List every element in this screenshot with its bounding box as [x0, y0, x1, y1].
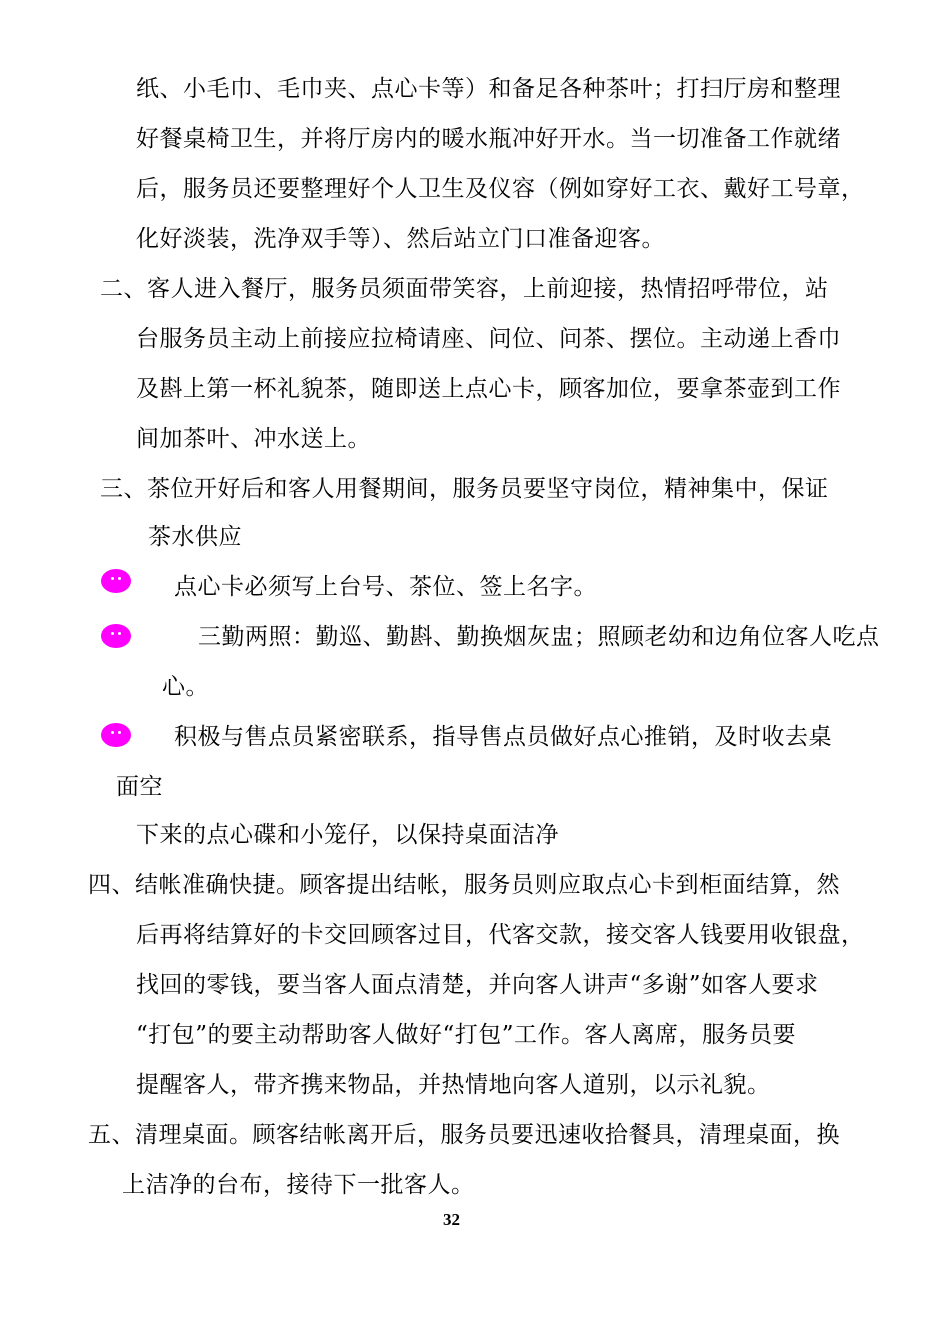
bullet-text: 点心卡必须写上台号、茶位、签上名字。: [174, 574, 597, 600]
text-line: 提醒客人，带齐携来物品，并热情地向客人道别，以示礼貌。: [136, 1072, 771, 1098]
text-line: 找回的零钱，要当客人面点清楚，并向客人讲声“多谢”如客人要求: [136, 972, 819, 998]
text-line: 下来的点心碟和小笼仔，以保持桌面洁净: [136, 822, 559, 848]
page-number: 32: [443, 1210, 460, 1229]
section-5-line: 五、清理桌面。顾客结帐离开后，服务员要迅速收拾餐具，清理桌面，换: [88, 1122, 840, 1148]
text-line: 好餐桌椅卫生，并将厅房内的暖水瓶冲好开水。当一切准备工作就绪: [136, 126, 841, 152]
text-line: 间加茶叶、冲水送上。: [136, 426, 371, 452]
smiley-face-icon: [101, 723, 131, 747]
section-2-line: 二、客人进入餐厅，服务员须面带笑容，上前迎接，热情招呼带位，站: [100, 276, 829, 302]
section-3-line: 三、茶位开好后和客人用餐期间，服务员要坚守岗位，精神集中，保证: [100, 476, 829, 502]
bullet-text: 积极与售点员紧密联系，指导售点员做好点心推销，及时收去桌: [174, 724, 832, 750]
text-line: 上洁净的台布，接待下一批客人。: [122, 1172, 475, 1198]
text-line: 茶水供应: [148, 524, 242, 550]
text-line: 纸、小毛巾、毛巾夹、点心卡等）和备足各种茶叶；打扫厅房和整理: [136, 76, 841, 102]
text-line: 后，服务员还要整理好个人卫生及仪容（例如穿好工衣、戴好工号章，: [136, 176, 865, 202]
smiley-face-icon: [101, 569, 131, 593]
text-line: 台服务员主动上前接应拉椅请座、问位、问茶、摆位。主动递上香巾: [136, 326, 841, 352]
section-4-line: 四、结帐准确快捷。顾客提出结帐，服务员则应取点心卡到柜面结算，然: [88, 872, 840, 898]
text-line: 化好淡装，洗净双手等）、然后站立门口准备迎客。: [136, 226, 665, 252]
text-line: 心。: [162, 674, 209, 700]
bullet-text: 三勤两照：勤巡、勤斟、勤换烟灰盅；照顾老幼和边角位客人吃点: [198, 624, 880, 650]
text-line: “打包”的要主动帮助客人做好“打包”工作。客人离席，服务员要: [136, 1022, 797, 1048]
smiley-face-icon: [101, 624, 131, 648]
text-line: 后再将结算好的卡交回顾客过目，代客交款，接交客人钱要用收银盘，: [136, 922, 865, 948]
text-line: 面空: [116, 774, 163, 800]
text-line: 及斟上第一杯礼貌茶，随即送上点心卡，顾客加位，要拿茶壶到工作: [136, 376, 841, 402]
